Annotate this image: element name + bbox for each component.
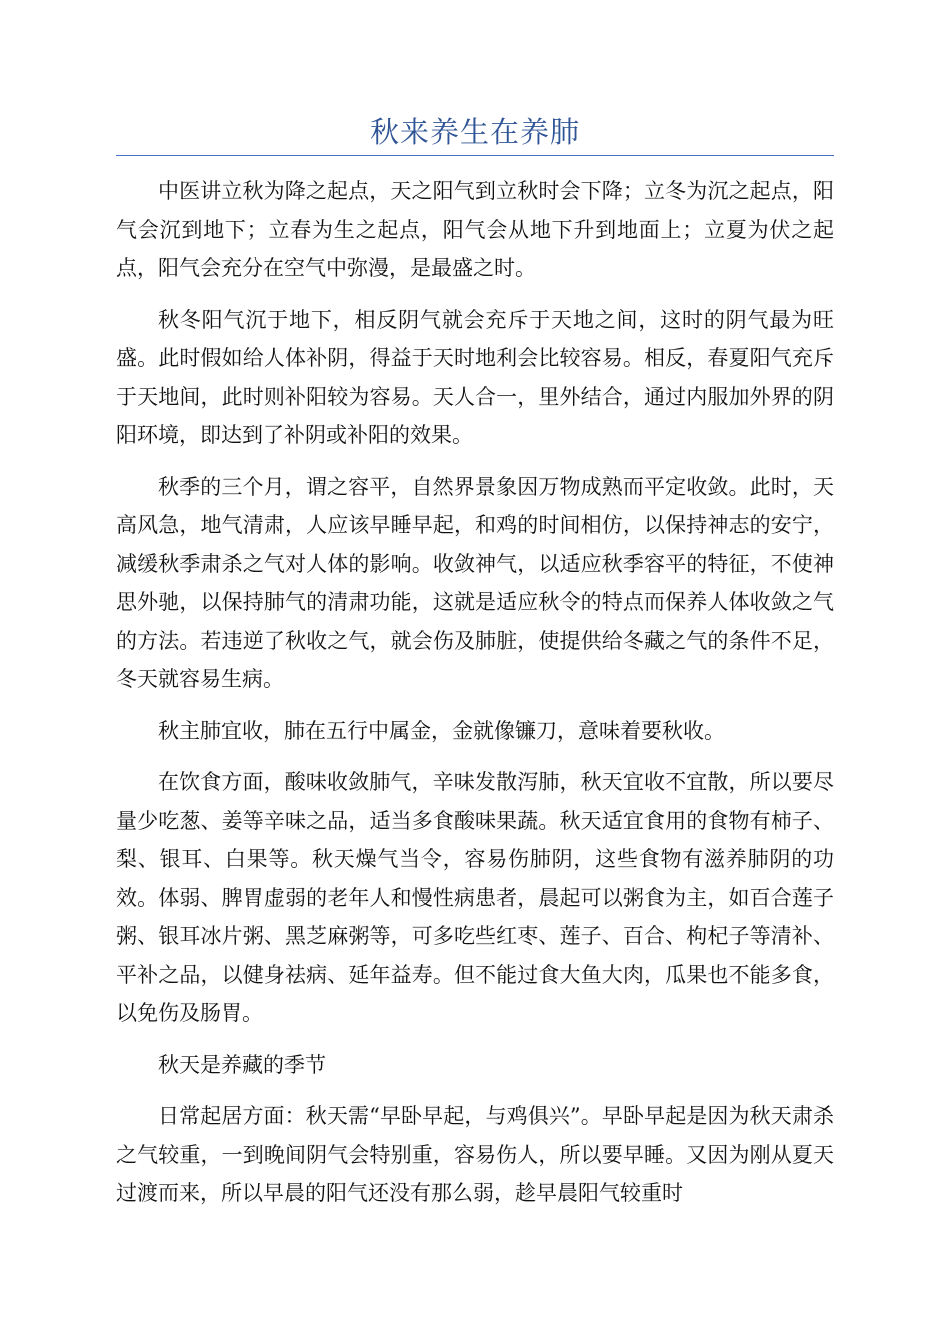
paragraph: 秋冬阳气沉于地下，相反阴气就会充斥于天地之间，这时的阴气最为旺盛。此时假如给人体补阴，得益于天时地利会比较容易。相反，春夏阳气充斥于天地间，此时则补阳较为容易。天人合一，里外结合，通过内服加外界的阴阳环境，即达到了补阴或补阳的效果。	[116, 307, 834, 447]
paragraph: 日常起居方面：秋天需“早卧早起，与鸡俱兴”。早卧早起是因为秋天肃杀之气较重，一到晚间阴气会特别重，容易伤人，所以要早睡。又因为刚从夏天过渡而来，所以早晨的阳气还没有那么弱，趁早晨阳气较重时	[116, 1104, 834, 1205]
paragraph: 在饮食方面，酸味收敛肺气，辛味发散泻肺，秋天宜收不宜散，所以要尽量少吃葱、姜等辛味之品，适当多食酸味果蔬。秋天适宜食用的食物有柿子、梨、银耳、白果等。秋天燥气当令，容易伤肺阴，这些食物有滋养肺阴的功效。体弱、脾胃虚弱的老年人和慢性病患者，晨起可以粥食为主，如百合莲子粥、银耳冰片粥、黑芝麻粥等，可多吃些红枣、莲子、百合、枸杞子等清补、平补之品，以健身祛病、延年益寿。但不能过食大鱼大肉，瓜果也不能多食，以免伤及肠胃。	[116, 770, 834, 1025]
paragraph: 秋天是养藏的季节	[158, 1052, 326, 1077]
page-title: 秋来养生在养肺	[369, 115, 580, 149]
paragraph: 秋季的三个月，谓之容平，自然界景象因万物成熟而平定收敛。此时，天高风急，地气清肃，人应该早睡早起，和鸡的时间相仿，以保持神志的安宁，减缓秋季肃杀之气对人体的影响。收敛神气，以适应秋季容平的特征，不使神思外驰，以保持肺气的清肃功能，这就是适应秋令的特点而保养人体收敛之气的方法。若违逆了秋收之气，就会伤及肺脏，使提供给冬藏之气的条件不足，冬天就容易生病。	[116, 474, 834, 691]
paragraph: 秋主肺宜收，肺在五行中属金，金就像镰刀，意味着要秋收。	[158, 718, 725, 743]
title-underline	[116, 155, 834, 156]
paragraph: 中医讲立秋为降之起点，天之阳气到立秋时会下降；立冬为沉之起点，阳气会沉到地下；立春为生之起点，阳气会从地下升到地面上；立夏为伏之起点，阳气会充分在空气中弥漫，是最盛之时。	[116, 179, 834, 280]
document-body	[116, 172, 834, 1226]
